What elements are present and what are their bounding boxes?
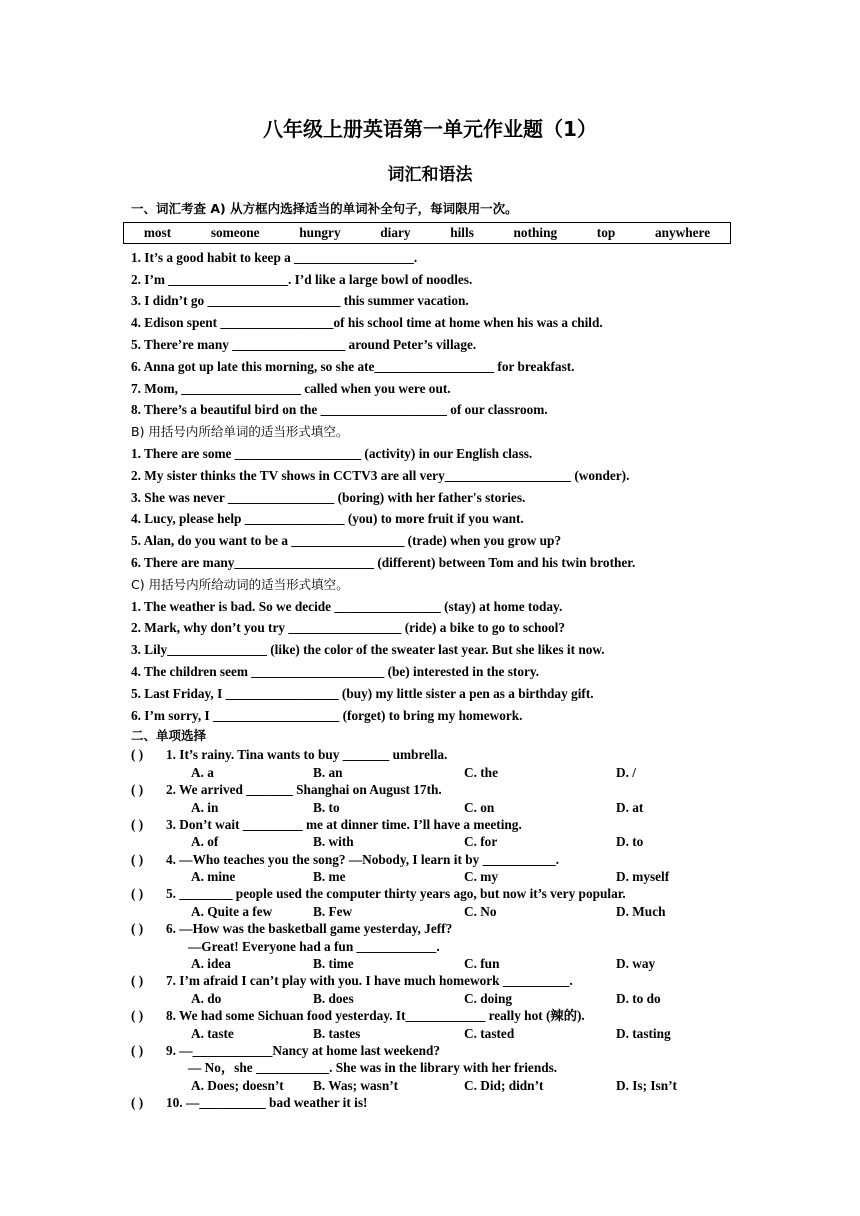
mc-option: A. Does; doesn’t <box>191 1077 284 1093</box>
section1-heading-c: C) 用括号内所给动词的适当形式填空。 <box>131 576 349 592</box>
mc-option: A. taste <box>191 1025 234 1041</box>
mc-question-continuation-text: — No，she ___________. She was in the library with her friends. <box>188 1060 558 1076</box>
answer-blank[interactable]: ( ) <box>131 851 144 867</box>
mc-option: A. in <box>191 799 219 815</box>
mc-options <box>131 833 731 850</box>
answer-blank[interactable]: ( ) <box>131 921 144 937</box>
mc-option: C. for <box>464 834 498 850</box>
word-box <box>123 222 731 244</box>
mc-options <box>131 990 731 1007</box>
part-c-question: 1. The weather is bad. So we decide ________________ (stay) at home today. <box>131 598 563 614</box>
mc-option: A. a <box>191 764 214 780</box>
mc-option: B. does <box>313 990 354 1006</box>
mc-question-text: 2. We arrived _______ Shanghai on August 17th. <box>166 782 442 798</box>
mc-question-text: 5. ________ people used the computer thirty years ago, but now it’s very popular. <box>166 886 626 902</box>
mc-option: C. No <box>464 903 497 919</box>
page-title: 八年级上册英语第一单元作业题（1） <box>263 117 597 141</box>
mc-question-continuation-text: —Great! Everyone had a fun ____________. <box>188 938 440 954</box>
part-b-question: 5. Alan, do you want to be a _________________ (trade) when you grow up? <box>131 533 562 549</box>
mc-question-text: 7. I’m afraid I can’t play with you. I have much homework __________. <box>166 973 573 989</box>
part-c-question: 4. The children seem ____________________ (be) interested in the story. <box>131 663 540 679</box>
mc-option: D. to <box>616 834 644 850</box>
mc-question <box>131 816 731 833</box>
worksheet-content <box>131 198 731 1112</box>
mc-question <box>131 972 731 989</box>
mc-option: B. me <box>313 869 346 885</box>
mc-option: C. my <box>464 869 498 885</box>
mc-option: A. of <box>191 834 219 850</box>
part-c-question: 3. Lily_______________ (like) the color of the sweater last year. But she likes it now. <box>131 642 605 658</box>
part-b-question: 6. There are many_____________________ (different) between Tom and his twin brother. <box>131 554 636 570</box>
mc-options <box>131 764 731 781</box>
answer-blank[interactable]: ( ) <box>131 1042 144 1058</box>
mc-question <box>131 1042 731 1059</box>
mc-question <box>131 746 731 763</box>
mc-option: B. to <box>313 799 340 815</box>
mc-option: D. to do <box>616 990 661 1006</box>
mc-question <box>131 1094 731 1111</box>
mc-question-text: 1. It’s rainy. Tina wants to buy _______ umbrella. <box>166 747 448 763</box>
mc-option: C. doing <box>464 990 513 1006</box>
word-box-item: anywhere <box>654 224 711 240</box>
answer-blank[interactable]: ( ) <box>131 973 144 989</box>
part-a-question: 2. I’m __________________. I’d like a large bowl of noodles. <box>131 271 473 287</box>
mc-question-text: 6. —How was the basketball game yesterday, Jeff? <box>166 921 453 937</box>
word-box-item: someone <box>210 224 260 240</box>
part-b-question: 2. My sister thinks the TV shows in CCTV3 are all very___________________ (wonder). <box>131 467 630 483</box>
part-a-question: 6. Anna got up late this morning, so she ate__________________ for breakfast. <box>131 358 575 374</box>
mc-options <box>131 799 731 816</box>
mc-options <box>131 903 731 920</box>
mc-options <box>131 955 731 972</box>
word-box-item: hungry <box>299 224 341 240</box>
mc-option: B. Was; wasn’t <box>313 1077 399 1093</box>
answer-blank[interactable]: ( ) <box>131 816 144 832</box>
part-a-question: 3. I didn’t go ____________________ this summer vacation. <box>131 293 469 309</box>
part-c-question: 5. Last Friday, I _________________ (buy) my little sister a pen as a birthday gift. <box>131 685 594 701</box>
mc-question <box>131 781 731 798</box>
mc-option: B. tastes <box>313 1025 361 1041</box>
mc-question-continuation <box>131 938 731 955</box>
answer-blank[interactable]: ( ) <box>131 747 144 763</box>
part-a-question: 4. Edison spent _________________of his school time at home when his was a child. <box>131 315 603 331</box>
mc-option: D. at <box>616 799 644 815</box>
mc-question-text: 8. We had some Sichuan food yesterday. It____________ really hot (辣的). <box>166 1008 585 1024</box>
part-a-question: 1. It’s a good habit to keep a __________________. <box>131 249 418 265</box>
mc-option: A. Quite a few <box>191 903 273 919</box>
mc-option: B. Few <box>313 903 353 919</box>
part-c-question: 2. Mark, why don’t you try _________________ (ride) a bike to go to school? <box>131 620 565 636</box>
mc-options <box>131 1077 731 1094</box>
mc-question-text: 9. —____________Nancy at home last weekend? <box>166 1042 441 1058</box>
mc-option: D. Is; Isn’t <box>616 1077 677 1093</box>
mc-question <box>131 851 731 868</box>
mc-option: B. time <box>313 956 354 972</box>
mc-option: B. with <box>313 834 354 850</box>
mc-question-text: 3. Don’t wait _________ me at dinner time. I’ll have a meeting. <box>166 816 522 832</box>
mc-option: D. / <box>616 764 636 780</box>
mc-option: C. the <box>464 764 498 780</box>
section1-heading-b: B) 用括号内所给单词的适当形式填空。 <box>131 424 349 440</box>
part-a-question: 7. Mom, __________________ called when you were out. <box>131 380 451 396</box>
part-b-question: 4. Lucy, please help _______________ (you) to more fruit if you want. <box>131 511 524 527</box>
mc-question-text: 4. —Who teaches you the song? —Nobody, I learn it by ___________. <box>166 851 560 867</box>
word-box-item: nothing <box>513 224 558 240</box>
page-subtitle: 词汇和语法 <box>387 165 473 185</box>
mc-option: C. tasted <box>464 1025 515 1041</box>
mc-option: D. Much <box>616 903 666 919</box>
word-box-item: hills <box>450 224 474 240</box>
mc-options <box>131 1025 731 1042</box>
word-box-item: top <box>596 224 616 240</box>
mc-option: C. on <box>464 799 495 815</box>
mc-question <box>131 885 731 902</box>
mc-question <box>131 920 731 937</box>
mc-question <box>131 1007 731 1024</box>
word-box-item: diary <box>380 224 411 240</box>
part-a-question: 8. There’s a beautiful bird on the ___________________ of our classroom. <box>131 402 548 418</box>
mc-option: C. Did; didn’t <box>464 1077 544 1093</box>
mc-options <box>131 868 731 885</box>
section1-heading-a: 一、词汇考查 A) 从方框内选择适当的单词补全句子，每词限用一次。 <box>131 201 518 216</box>
word-box-item: most <box>143 224 172 240</box>
mc-option: D. way <box>616 956 656 972</box>
part-c-question: 6. I’m sorry, I ___________________ (forget) to bring my homework. <box>131 707 523 723</box>
mc-option: D. tasting <box>616 1025 671 1041</box>
mc-option: B. an <box>313 764 343 780</box>
section2-heading: 二、单项选择 <box>131 728 207 744</box>
mc-option: A. do <box>191 990 222 1006</box>
mc-option: A. mine <box>191 869 236 885</box>
mc-question-text: 10. —__________ bad weather it is! <box>166 1095 368 1111</box>
answer-blank[interactable]: ( ) <box>131 886 144 902</box>
part-b-question: 1. There are some ___________________ (activity) in our English class. <box>131 445 533 461</box>
mc-option: A. idea <box>191 956 231 972</box>
multiple-choice-list <box>131 746 731 1111</box>
mc-option: C. fun <box>464 956 500 972</box>
part-b-question: 3. She was never ________________ (boring) with her father's stories. <box>131 489 526 505</box>
mc-question-continuation <box>131 1059 731 1076</box>
mc-option: D. myself <box>616 869 670 885</box>
answer-blank[interactable]: ( ) <box>131 1008 144 1024</box>
part-a-question: 5. There’re many _________________ around Peter’s village. <box>131 336 477 352</box>
answer-blank[interactable]: ( ) <box>131 1095 144 1111</box>
answer-blank[interactable]: ( ) <box>131 782 144 798</box>
